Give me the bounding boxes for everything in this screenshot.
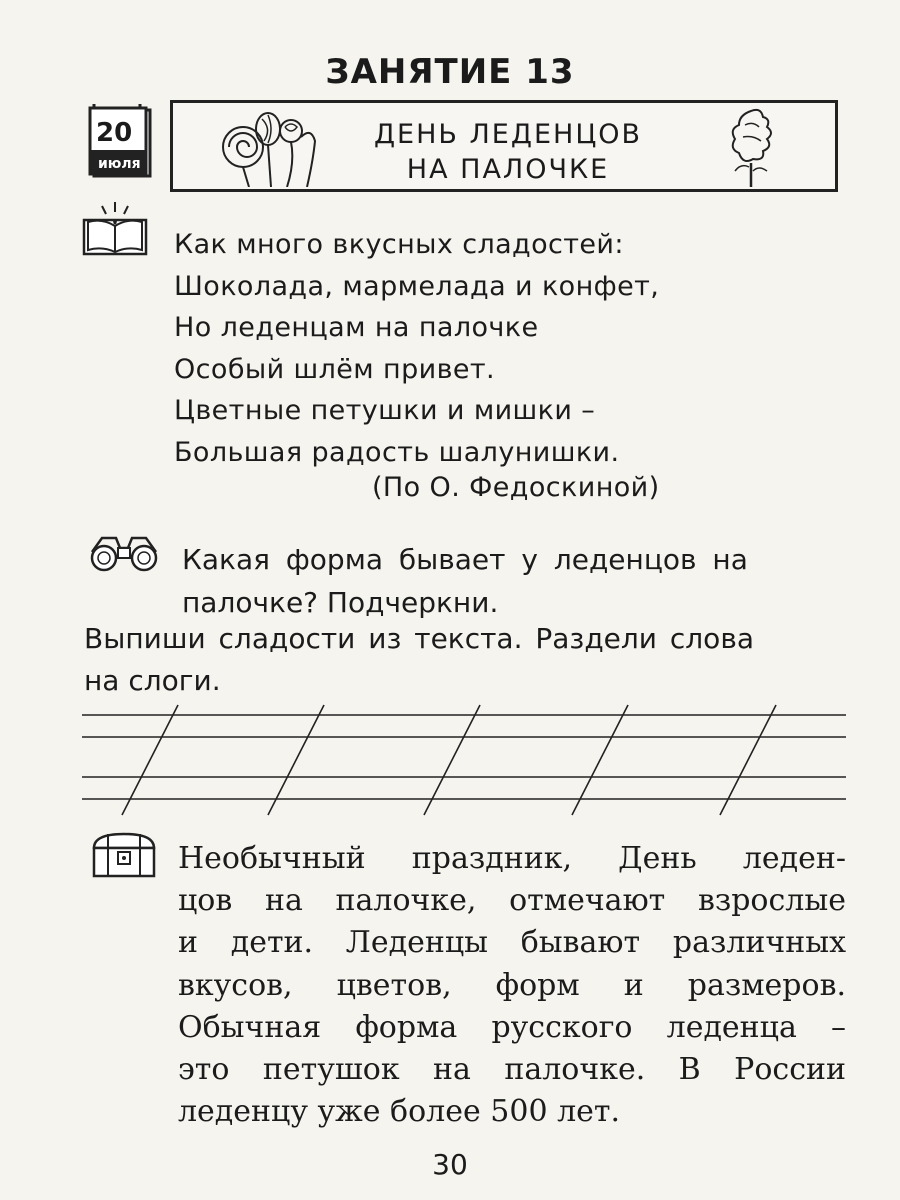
calendar-day: 20 [96,118,133,148]
fact-line: Необычный праздник, День леден- [178,841,846,876]
fact-line: это петушок на палочке. В России [178,1052,846,1088]
calendar-icon [88,104,156,182]
fact-line: леденцу уже более 500 лет. [178,1094,621,1130]
holiday-banner [170,100,838,192]
binoculars-icon [88,530,160,574]
task-write-line-1: Выпиши сладости из текста. Раздели слова [84,622,754,655]
poem-author: (По О. Федоскиной) [372,472,660,503]
fact-line: Обычная форма русского леденца – [178,1009,846,1045]
handwriting-lines[interactable] [80,695,850,820]
task-write-line-2: на слоги. [84,664,221,697]
task-question-line-1: Какая форма бывает у леденцов на [182,543,748,576]
fact-line: и дети. Леденцы бывают различных [178,925,846,961]
cockerel-lollipop-illustration [721,105,791,189]
fact-line: вкусов, цветов, форм и размеров. [178,967,846,1003]
banner-title-line-1: ДЕНЬ ЛЕДЕНЦОВ [373,119,643,150]
task-write-sweets [84,618,854,702]
lollipops-illustration [213,107,333,187]
book-icon [80,200,150,260]
task-question-shape [182,538,852,624]
page-number: 30 [432,1148,468,1181]
treasure-chest-icon [88,830,160,880]
poem-line: Но леденцам на палочке [174,312,539,343]
poem-line: Большая радость шалунишки. [174,436,620,468]
poem-line: Цветные петушки и мишки – [174,395,596,426]
fact-text [178,838,846,1133]
calendar-month: июля [98,156,141,172]
poem-line: Особый шлём привет. [174,353,496,385]
lesson-title: ЗАНЯТИЕ 13 [325,52,575,92]
banner-title [343,117,673,187]
poem-line: Шоколада, мармелада и конфет, [174,270,660,302]
task-question-line-2: палочке? Подчеркни. [182,586,499,619]
poem [174,224,659,473]
fact-line: цов на палочке, отмечают взрослые [178,883,846,919]
poem-line: Как много вкусных сладостей: [174,229,624,260]
banner-title-line-2: НА ПАЛОЧКЕ [406,154,610,185]
